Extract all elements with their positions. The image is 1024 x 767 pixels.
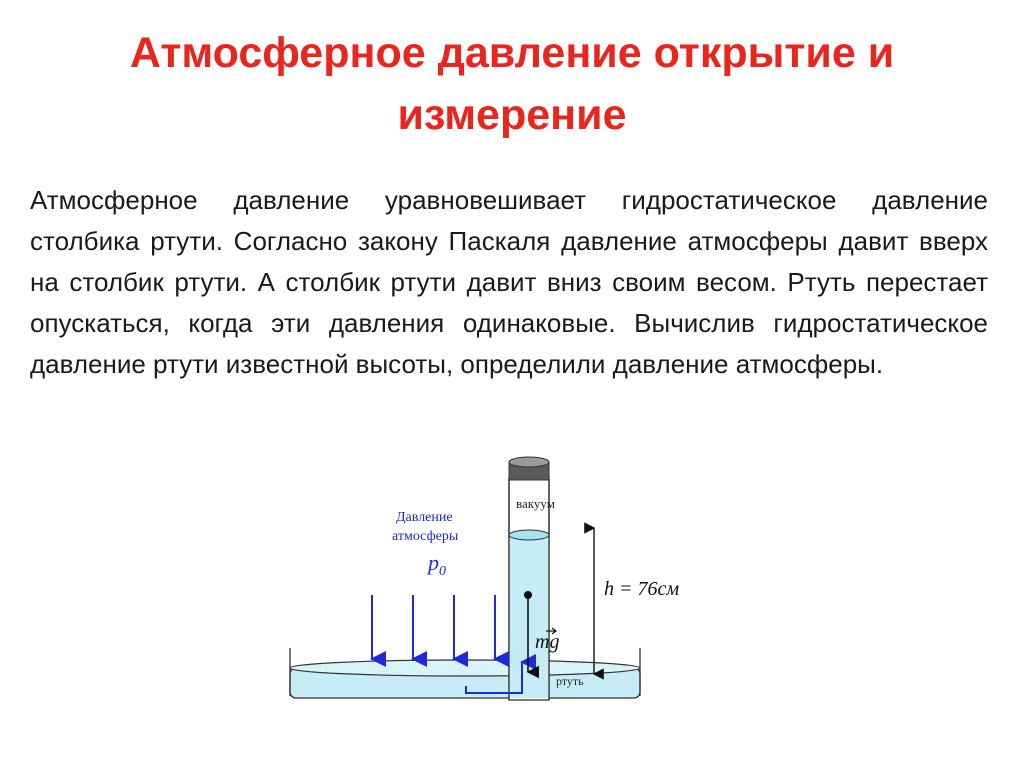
pressure-label-line2: атмосферы bbox=[392, 529, 459, 544]
mercury-tube bbox=[509, 478, 549, 700]
height-label: h = 76см bbox=[604, 578, 680, 600]
mercury-label: ртуть bbox=[556, 674, 584, 688]
weight-label: mg bbox=[535, 631, 560, 653]
pressure-symbol: $p_0$ bbox=[428, 550, 446, 579]
tube-cap bbox=[509, 457, 549, 480]
slide-body-text: Атмосферное давление уравновешивает гидростатическое давление столбика ртути. Согласно закону Паскаля давление атмосферы давит вверх на столбик ртути. А столбик ртути давит вниз своим весом. Ртуть перестает опускаться, когда эти давления одинаковые. Вычислив гидростатическое давление ртути известной высоты, определили давление атмосферы. bbox=[30, 185, 988, 379]
torricelli-diagram bbox=[280, 450, 720, 710]
atmosphere-arrows bbox=[372, 595, 495, 659]
vacuum-label: вакуум bbox=[516, 496, 555, 511]
pressure-label-line1: Давление bbox=[396, 510, 453, 525]
slide-title: Атмосферное давление открытие и измерение bbox=[129, 29, 895, 139]
